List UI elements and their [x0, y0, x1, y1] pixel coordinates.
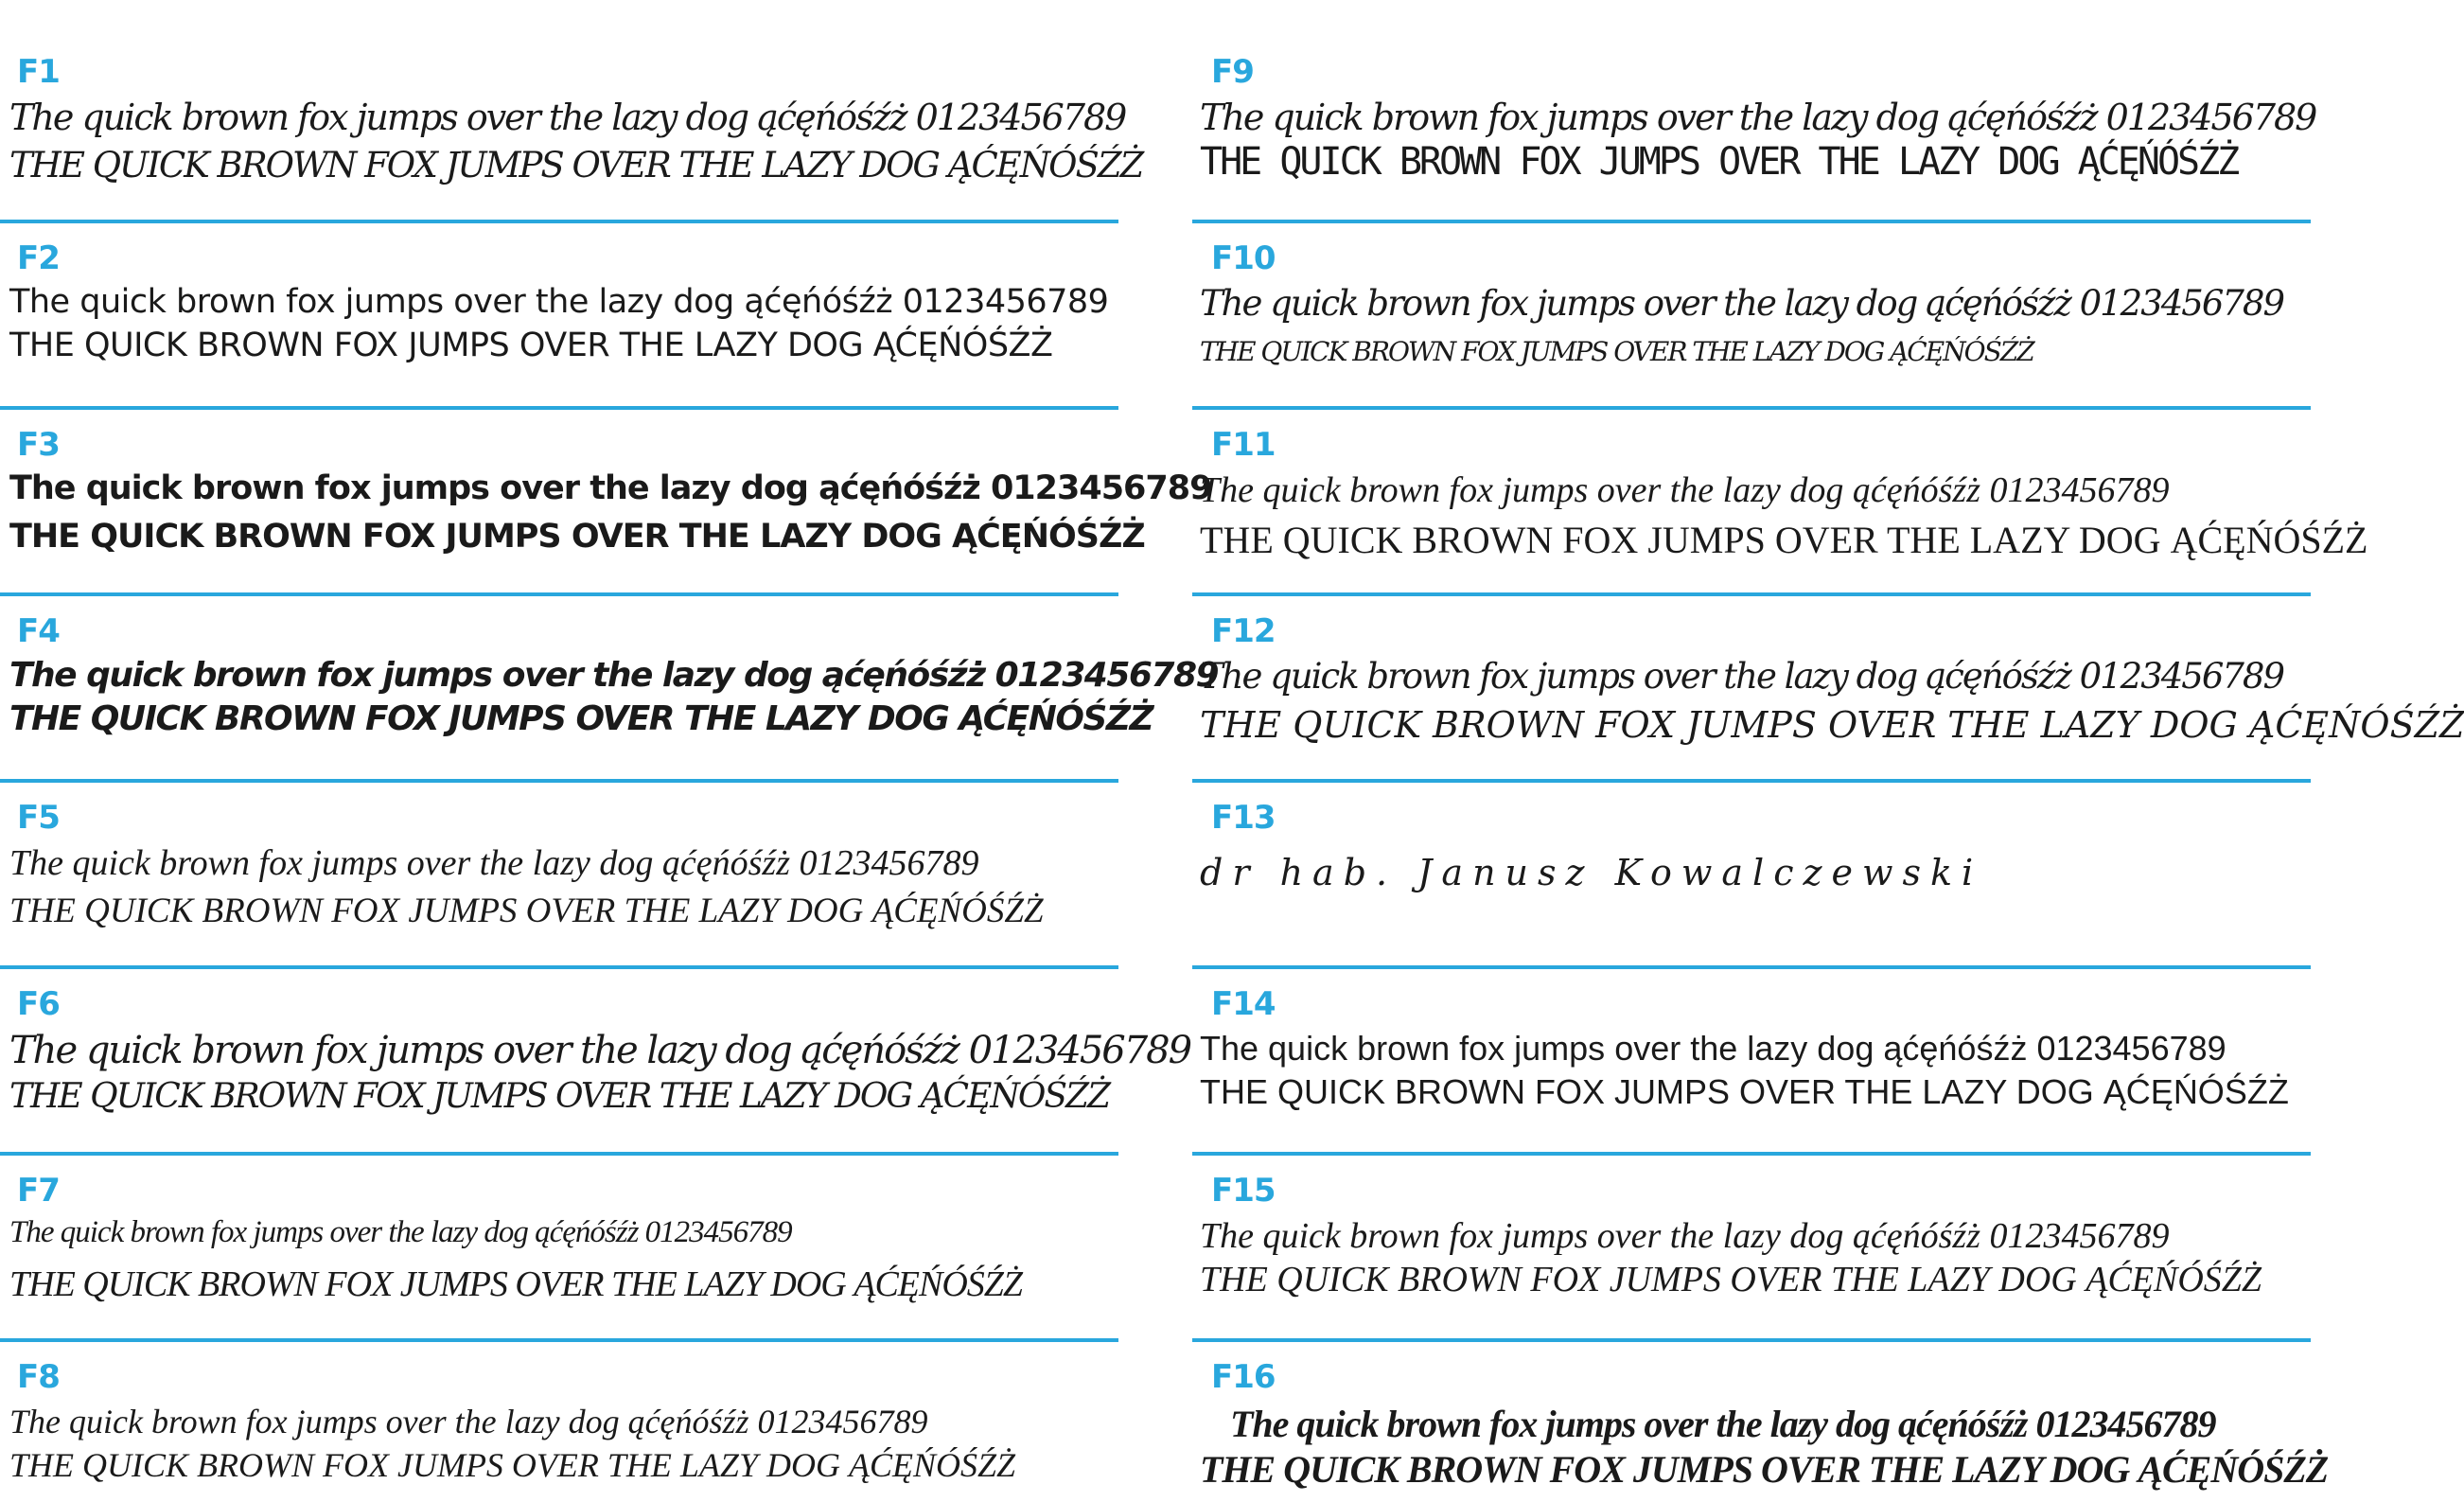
sample-line-lowercase: The quick brown fox jumps over the lazy dog ąćęńóśźż 0123456789 — [1200, 283, 2284, 324]
font-label: F9 — [1211, 53, 1254, 91]
font-sample-f4 — [0, 559, 1219, 746]
sample-line-uppercase: THE QUICK BROWN FOX JUMPS OVER THE LAZY DOG ĄĆĘŃÓŚŹŻ — [1200, 1448, 2329, 1491]
sample-line-uppercase: THE QUICK BROWN FOX JUMPS OVER THE LAZY DOG ĄĆĘŃÓŚŹŻ — [9, 892, 1044, 930]
font-sample-f7 — [0, 1119, 1118, 1305]
sample-line-uppercase: THE QUICK BROWN FOX JUMPS OVER THE LAZY DOG ĄĆĘŃÓŚŹŻ — [1200, 140, 2238, 184]
sample-line-uppercase: THE QUICK BROWN FOX JUMPS OVER THE LAZY DOG ĄĆĘŃÓŚŹŻ — [1200, 1072, 2289, 1111]
sample-line-lowercase: The quick brown fox jumps over the lazy dog ąćęńóśźż 0123456789 — [9, 97, 1126, 138]
font-sample-f9 — [1192, 0, 2316, 186]
font-sample-f5 — [0, 746, 1118, 932]
sample-line-lowercase: The quick brown fox jumps over the lazy dog ąćęńóśźż 0123456789 — [9, 1403, 928, 1440]
font-label: F5 — [17, 799, 60, 837]
font-sample-f16 — [1192, 1305, 2329, 1492]
sample-line-uppercase: THE QUICK BROWN FOX JUMPS OVER THE LAZY DOG ĄĆĘŃÓŚŹŻ — [9, 1264, 1023, 1304]
font-sample-f6 — [0, 932, 1191, 1119]
sample-line-lowercase: The quick brown fox jumps over the lazy dog ąćęńóśźż 0123456789 — [1230, 1403, 2216, 1445]
font-label: F3 — [17, 426, 60, 464]
sample-line-lowercase: The quick brown fox jumps over the lazy dog ąćęńóśźż 0123456789 — [9, 843, 979, 883]
sample-line-lowercase: The quick brown fox jumps over the lazy dog ąćęńóśźż 0123456789 — [9, 469, 1212, 507]
sample-line-lowercase: The quick brown fox jumps over the lazy dog ąćęńóśźż 0123456789 — [9, 1029, 1191, 1072]
sample-line-lowercase: The quick brown fox jumps over the lazy dog ąćęńóśźż 0123456789 — [1200, 656, 2284, 697]
font-label: F15 — [1211, 1172, 1276, 1210]
sample-line-lowercase: The quick brown fox jumps over the lazy dog ąćęńóśźż 0123456789 — [1200, 1029, 2226, 1068]
font-sample-f12 — [1192, 559, 2464, 746]
sample-line-uppercase: THE QUICK BROWN FOX JUMPS OVER THE LAZY DOG ĄĆĘŃÓŚŹŻ — [9, 1446, 1016, 1484]
sample-line-uppercase: THE QUICK BROWN FOX JUMPS OVER THE LAZY DOG ĄĆĘŃÓŚŹŻ — [9, 327, 1053, 364]
sample-line-uppercase: THE QUICK BROWN FOX JUMPS OVER THE LAZY DOG ĄĆĘŃÓŚŹŻ — [9, 699, 1153, 738]
sample-line-lowercase: The quick brown fox jumps over the lazy dog ąćęńóśźż 0123456789 — [9, 283, 1109, 321]
font-label: F1 — [17, 53, 60, 91]
font-label: F14 — [1211, 985, 1276, 1023]
font-label: F13 — [1211, 799, 1276, 837]
font-label: F2 — [17, 239, 60, 277]
font-sample-f3 — [0, 373, 1212, 559]
font-sample-f8 — [0, 1305, 1118, 1492]
font-sample-f2 — [0, 186, 1118, 373]
font-sample-f1 — [0, 0, 1143, 186]
font-label: F16 — [1211, 1358, 1276, 1396]
font-label: F12 — [1211, 612, 1276, 650]
sample-line-uppercase: THE QUICK BROWN FOX JUMPS OVER THE LAZY DOG ĄĆĘŃÓŚŹŻ — [9, 1077, 1110, 1116]
font-label: F7 — [17, 1172, 60, 1210]
font-sample-f14 — [1192, 932, 2311, 1119]
font-label: F8 — [17, 1358, 60, 1396]
font-label: F10 — [1211, 239, 1276, 277]
font-label: F6 — [17, 985, 60, 1023]
sample-line-lowercase: The quick brown fox jumps over the lazy dog ąćęńóśźż 0123456789 — [9, 656, 1219, 695]
sample-line-signature: dr hab. Janusz Kowalczewski — [1200, 852, 1983, 893]
sample-line-uppercase: THE QUICK BROWN FOX JUMPS OVER THE LAZY DOG ĄĆĘŃÓŚŹŻ — [1200, 1260, 2262, 1299]
sample-line-lowercase: The quick brown fox jumps over the lazy dog ąćęńóśźż 0123456789 — [9, 1215, 792, 1249]
sample-line-uppercase: THE QUICK BROWN FOX JUMPS OVER THE LAZY DOG ĄĆĘŃÓŚŹŻ — [1200, 519, 2368, 561]
sample-line-lowercase: The quick brown fox jumps over the lazy dog ąćęńóśźż 0123456789 — [1200, 97, 2316, 138]
font-sample-f10 — [1192, 186, 2311, 373]
font-sample-f13 — [1192, 746, 2311, 932]
font-sample-f15 — [1192, 1119, 2311, 1305]
sample-line-uppercase: THE QUICK BROWN FOX JUMPS OVER THE LAZY DOG ĄĆĘŃÓŚŹŻ — [9, 145, 1143, 186]
sample-line-uppercase: THE QUICK BROWN FOX JUMPS OVER THE LAZY DOG ĄĆĘŃÓŚŹŻ — [1200, 704, 2464, 746]
sample-line-lowercase: The quick brown fox jumps over the lazy dog ąćęńóśźż 0123456789 — [1200, 470, 2170, 510]
sample-line-uppercase: THE QUICK BROWN FOX JUMPS OVER THE LAZY DOG ĄĆĘŃÓŚŹŻ — [1200, 336, 2033, 367]
sample-line-lowercase: The quick brown fox jumps over the lazy dog ąćęńóśźż 0123456789 — [1200, 1216, 2170, 1256]
font-label: F4 — [17, 612, 60, 650]
font-label: F11 — [1211, 426, 1276, 464]
sample-line-uppercase: THE QUICK BROWN FOX JUMPS OVER THE LAZY DOG ĄĆĘŃÓŚŹŻ — [9, 518, 1145, 556]
font-sample-f11 — [1192, 373, 2368, 561]
